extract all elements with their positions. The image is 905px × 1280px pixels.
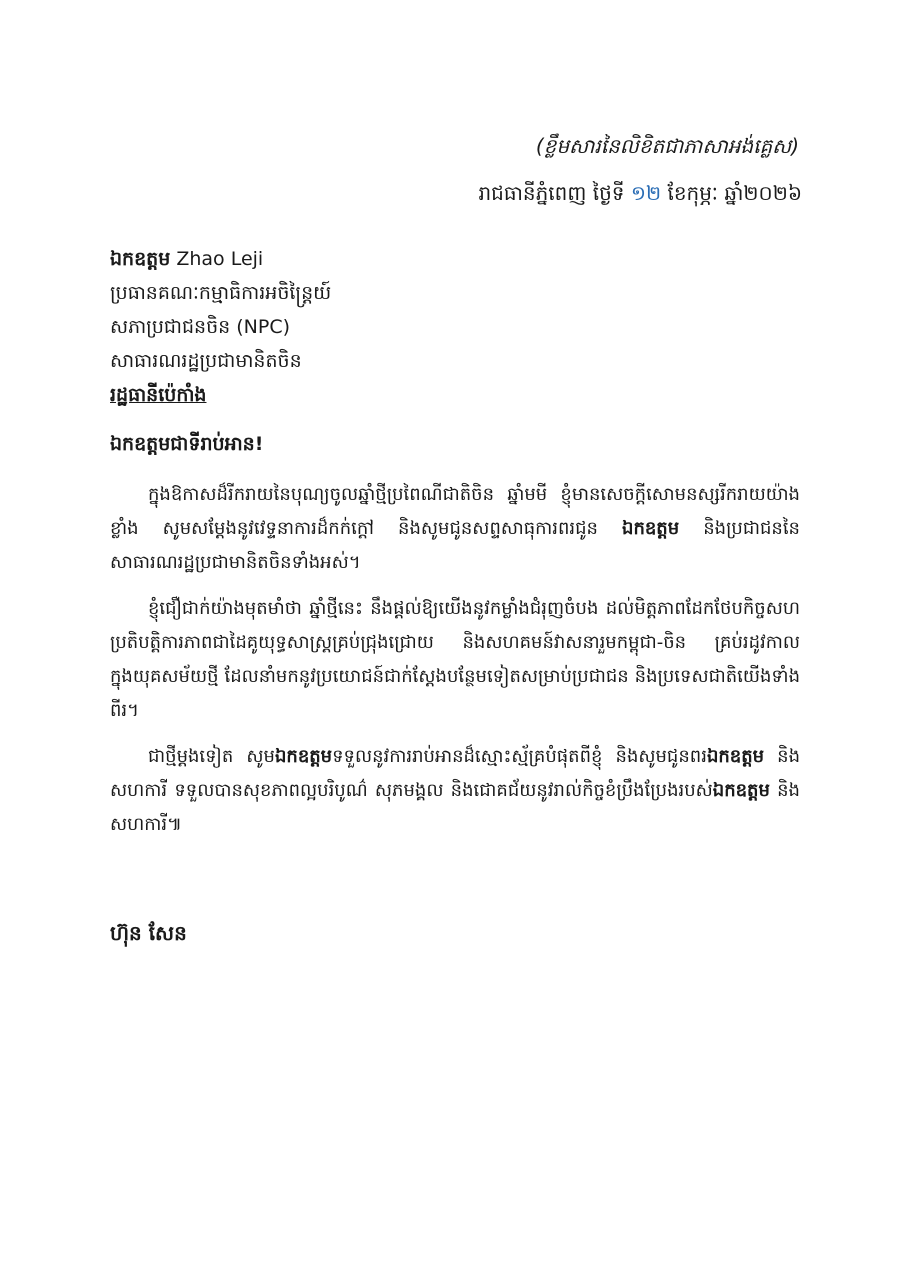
recipient-name-line xyxy=(110,242,810,276)
recipient-honorific: ឯកឧត្តម xyxy=(110,248,171,270)
date-prefix: រាជធានីភ្នំពេញ ថ្ងៃទី xyxy=(478,181,631,205)
date-day: ១២ xyxy=(630,181,662,205)
recipient-title: ប្រធានគណៈកម្មាធិការអចិន្ត្រៃយ៍ xyxy=(110,282,332,304)
dateline xyxy=(478,180,802,210)
paragraph-3: ជាថ្មីម្ដងទៀត សូមឯកឧត្តមទទួលនូវការរាប់អានដ៏ស្មោះស្ម័គ្របំផុតពីខ្ញុំ និងសូមជូនពរឯកឧត្តម និងសហការី ទទួលបានសុខភាពល្អបរិបូណ៌ សុភមង្គល និងជោគជ័យនូវរាល់កិច្ចខំប្រឹងប្រែងរបស់ឯកឧត្តម និងសហការី៕ xyxy=(110,746,800,835)
letter-body xyxy=(110,478,800,854)
paragraph-2: ខ្ញុំជឿជាក់យ៉ាងមុតមាំថា ឆ្នាំថ្មីនេះ នឹងផ្ដល់ឱ្យយើងនូវកម្លាំងជំរុញចំបង ដល់មិត្តភាពដែកថែបកិច្ចសហប្រតិបត្តិការភាពជាដៃគូយុទ្ធសាស្ត្រគ្រប់ជ្រុងជ្រោយ និងសហគមន៍វាសនារួមកម្ពុជា-ចិន គ្រប់រដូវកាលក្នុងយុគសម័យថ្មី ដែលនាំមកនូវប្រយោជន៍ជាក់ស្ដែងបន្ថែមទៀតសម្រាប់ប្រជាជន និងប្រទេសជាតិយើងទាំងពីរ។ xyxy=(110,598,800,721)
signature-name: ហ៊ុន សែន xyxy=(110,921,187,945)
date-suffix: ខែកុម្ភៈ ឆ្នាំ២០២៦ xyxy=(661,181,802,205)
paragraph-1: ក្នុងឱកាសដ៏រីករាយនៃបុណ្យចូលឆ្នាំថ្មីប្រពៃណីជាតិចិន ឆ្នាំមមី ខ្ញុំមានសេចក្ដីសោមនស្សរីករាយយ៉ាងខ្លាំង សូមសម្ដែងនូវវេទ្ទនាការដ៏កក់ក្ដៅ និងសូមជូនសព្ទសាធុការពរជូន ឯកឧត្តម និងប្រជាជននៃសាធារណរដ្ឋប្រជាមានិតចិនទាំងអស់។ xyxy=(110,484,800,573)
recipient-name: Zhao Leji xyxy=(170,248,264,270)
translation-note: (ខ្លឹមសារនៃលិខិតជាភាសាអង់គ្លេស) xyxy=(535,134,799,158)
recipient-country: សាធារណរដ្ឋប្រជាមានិតចិន xyxy=(110,350,302,372)
salutation: ឯកឧត្តមជាទីរាប់អាន! xyxy=(110,433,264,455)
recipient-city: រដ្ឋធានីប៉េកាំង xyxy=(110,384,207,406)
recipient-address xyxy=(110,242,810,412)
recipient-organization: សភាប្រជាជនចិន (NPC) xyxy=(110,316,291,338)
